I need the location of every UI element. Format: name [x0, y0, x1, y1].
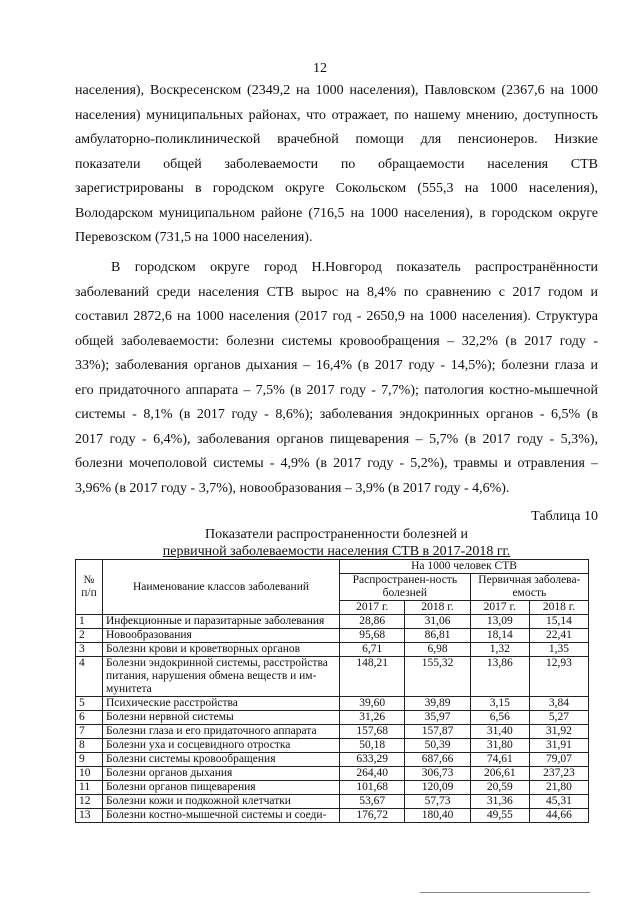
disease-class-name: Инфекционные и паразитарные заболевания [103, 615, 340, 629]
prevalence-2017: 53,67 [340, 795, 405, 809]
disease-class-name: Психические расстройства [103, 697, 340, 711]
prevalence-2017: 28,86 [340, 615, 405, 629]
disease-class-name: Новообразования [103, 629, 340, 643]
table-row [76, 725, 589, 739]
row-number: 9 [76, 753, 103, 767]
prevalence-2017: 50,18 [340, 739, 405, 753]
primary-2018: 22,41 [529, 629, 588, 643]
text-line: составил 2872,6 на 1000 населения (2017 год - 2650,9 на 1000 населения). Структура [75, 309, 598, 324]
table-row [76, 767, 589, 781]
primary-2017: 1,32 [470, 643, 529, 657]
table-row [76, 795, 589, 809]
row-number: 7 [76, 725, 103, 739]
row-number: 12 [76, 795, 103, 809]
text-line: зарегистрированы в городском округе Сокольском (555,3 на 1000 населения), [75, 181, 598, 196]
text-line: болезни мочеполовой системы - 4,9% (в 2017 году - 5,2%), травмы и отравления – [75, 456, 598, 471]
primary-2018: 31,91 [529, 739, 588, 753]
disease-class-name: Болезни костно-мышечной системы и соеди- [103, 809, 340, 823]
morbidity-table [75, 559, 589, 823]
prevalence-2017: 633,29 [340, 753, 405, 767]
table-row [76, 809, 589, 823]
row-number: 5 [76, 697, 103, 711]
header-prevalence: Распространен-ность болезней [340, 574, 471, 601]
text-line: общей заболеваемости: болезни системы кровообращения – 32,2% (в 2017 году - [75, 333, 598, 349]
paragraph-1 [75, 79, 598, 251]
disease-class-name: Болезни уха и сосцевидного отростка [103, 739, 340, 753]
text-line: 33%); заболевания органов дыхания – 16,4% (в 2017 году - 14,5%); болезни глаза и [75, 358, 598, 373]
disease-class-name: Болезни нервной системы [103, 711, 340, 725]
text-line: В городском округе город Н.Новгород показатель распространённости [111, 260, 598, 275]
prevalence-2017: 6,71 [340, 643, 405, 657]
prevalence-2018: 31,06 [405, 615, 470, 629]
text-line: 2017 году - 6,4%), заболевания органов пищеварения – 5,7% (в 2017 году - 5,3%), [75, 431, 598, 447]
text-line: амбулаторно-поликлинической врачебной помощи для пенсионеров. Низкие [75, 132, 598, 147]
prevalence-2017: 264,40 [340, 767, 405, 781]
text-line: Перевозском (731,5 на 1000 населения). [75, 230, 313, 245]
primary-2017: 49,55 [470, 809, 529, 823]
row-number: 4 [76, 657, 103, 697]
prevalence-2018: 155,32 [405, 657, 470, 697]
header-disease-class: Наименование классов заболеваний [103, 560, 340, 615]
primary-2017: 6,56 [470, 711, 529, 725]
prevalence-2017: 101,68 [340, 781, 405, 795]
disease-class-name: Болезни эндокринной системы, расстройства питания, нарушения обмена веществ и им-мунитета [103, 657, 340, 697]
footer-rule [420, 892, 590, 893]
primary-2017: 13,86 [470, 657, 529, 697]
primary-2017: 18,14 [470, 629, 529, 643]
primary-2018: 44,66 [529, 809, 588, 823]
table-row [76, 697, 589, 711]
prevalence-2018: 50,39 [405, 739, 470, 753]
header-primary-incidence: Первичная заболева-емость [470, 574, 588, 601]
row-number: 8 [76, 739, 103, 753]
prevalence-2018: 35,97 [405, 711, 470, 725]
prevalence-2018: 180,40 [405, 809, 470, 823]
prevalence-2018: 6,98 [405, 643, 470, 657]
header-per-1000: На 1000 человек СТВ [340, 560, 589, 574]
primary-2018: 31,92 [529, 725, 588, 739]
row-number: 13 [76, 809, 103, 823]
row-number: 10 [76, 767, 103, 781]
primary-2017: 31,80 [470, 739, 529, 753]
prevalence-2017: 31,26 [340, 711, 405, 725]
primary-2017: 13,09 [470, 615, 529, 629]
table-title-line-1: Показатели распространенности болезней и [205, 527, 468, 542]
text-line: заболеваний среди населения СТВ вырос на 8,4% по сравнению с 2017 годом и [75, 284, 598, 300]
text-line: системы - 8,1% (в 2017 году - 8,6%); заболевания эндокринных органов - 6,5% (в [75, 407, 598, 422]
header-year: 2017 г. [470, 601, 529, 615]
primary-2018: 45,31 [529, 795, 588, 809]
prevalence-2018: 687,66 [405, 753, 470, 767]
header-year: 2018 г. [405, 601, 470, 615]
disease-class-name: Болезни органов дыхания [103, 767, 340, 781]
disease-class-name: Болезни системы кровообращения [103, 753, 340, 767]
prevalence-2017: 95,68 [340, 629, 405, 643]
primary-2018: 5,27 [529, 711, 588, 725]
table-header-row-1 [76, 560, 589, 574]
table-label: Таблица 10 [531, 509, 598, 524]
table-row [76, 643, 589, 657]
table-row [76, 711, 589, 725]
table-row [76, 753, 589, 767]
header-year: 2017 г. [340, 601, 405, 615]
prevalence-2018: 57,73 [405, 795, 470, 809]
row-number: 11 [76, 781, 103, 795]
prevalence-2017: 148,21 [340, 657, 405, 697]
row-number: 1 [76, 615, 103, 629]
header-year: 2018 г. [529, 601, 588, 615]
primary-2018: 79,07 [529, 753, 588, 767]
primary-2018: 15,14 [529, 615, 588, 629]
primary-2018: 21,80 [529, 781, 588, 795]
primary-2017: 31,36 [470, 795, 529, 809]
header-number: № п/п [76, 560, 103, 615]
table-title-line-2: первичной заболеваемости населения СТВ в 2017-2018 гг. [162, 544, 511, 559]
prevalence-2017: 176,72 [340, 809, 405, 823]
table-row [76, 739, 589, 753]
table-row [76, 657, 589, 697]
text-line: населения), Воскресенском (2349,2 на 1000 населения), Павловском (2367,6 на 1000 [75, 83, 598, 98]
text-line: населения) муниципальных районах, что отражает, по нашему мнению, доступность [75, 107, 598, 123]
paragraph-2 [75, 256, 598, 501]
text-line: его придаточного аппарата – 7,5% (в 2017 году - 7,7%); патология костно-мышечной [75, 382, 598, 398]
table-row [76, 629, 589, 643]
primary-2018: 1,35 [529, 643, 588, 657]
disease-class-name: Болезни глаза и его придаточного аппарата [103, 725, 340, 739]
primary-2017: 74,61 [470, 753, 529, 767]
disease-class-name: Болезни крови и кроветворных органов [103, 643, 340, 657]
disease-class-name: Болезни органов пищеварения [103, 781, 340, 795]
prevalence-2018: 86,81 [405, 629, 470, 643]
prevalence-2018: 120,09 [405, 781, 470, 795]
primary-2018: 3,84 [529, 697, 588, 711]
row-number: 2 [76, 629, 103, 643]
disease-class-name: Болезни кожи и подкожной клетчатки [103, 795, 340, 809]
prevalence-2017: 157,68 [340, 725, 405, 739]
prevalence-2017: 39,60 [340, 697, 405, 711]
primary-2017: 20,59 [470, 781, 529, 795]
table-row [76, 615, 589, 629]
primary-2018: 237,23 [529, 767, 588, 781]
table-row [76, 781, 589, 795]
page-number: 12 [313, 61, 327, 76]
text-line: 3,96% (в 2017 году - 3,7%), новообразования – 3,9% (в 2017 году - 4,6%). [75, 480, 510, 496]
text-line: Володарском муниципальном районе (716,5 на 1000 населения), в городском округе [75, 205, 598, 221]
row-number: 6 [76, 711, 103, 725]
primary-2017: 206,61 [470, 767, 529, 781]
text-line: показатели общей заболеваемости по обращаемости населения СТВ [75, 156, 598, 172]
prevalence-2018: 157,87 [405, 725, 470, 739]
primary-2017: 31,40 [470, 725, 529, 739]
prevalence-2018: 39,89 [405, 697, 470, 711]
primary-2017: 3,15 [470, 697, 529, 711]
table-title [75, 526, 598, 560]
primary-2018: 12,93 [529, 657, 588, 697]
row-number: 3 [76, 643, 103, 657]
prevalence-2018: 306,73 [405, 767, 470, 781]
